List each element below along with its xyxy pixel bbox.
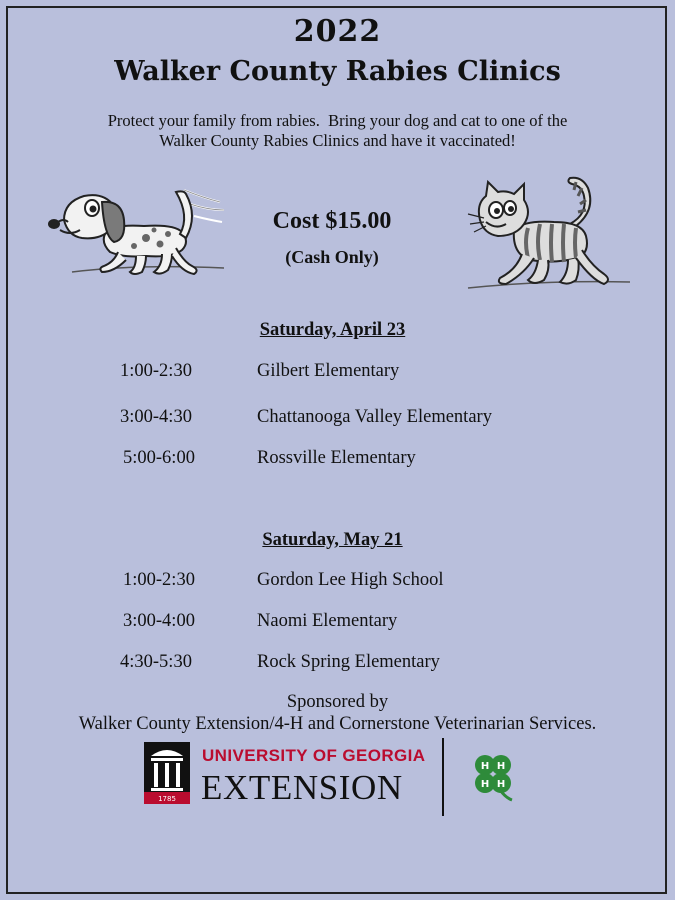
clinic-time: 3:00-4:30 bbox=[120, 407, 192, 427]
clinic-location: Naomi Elementary bbox=[257, 611, 398, 631]
sponsor-names: Walker County Extension/4-H and Cornerstone Veterinarian Services. bbox=[78, 714, 597, 734]
uga-arch-icon bbox=[144, 742, 190, 804]
sponsor-label: Sponsored by bbox=[286, 692, 389, 712]
clinic-time: 3:00-4:00 bbox=[123, 611, 195, 631]
clover-letter: H bbox=[480, 761, 490, 772]
intro-text bbox=[0, 111, 675, 151]
schedule-date-april: Saturday, April 23 bbox=[259, 320, 406, 340]
schedule-date-may: Saturday, May 21 bbox=[262, 530, 403, 550]
arch-year-text: 1785 bbox=[158, 795, 176, 803]
extension-name: EXTENSION bbox=[201, 768, 403, 807]
page-title: Walker County Rabies Clinics bbox=[114, 56, 561, 87]
uga-extension-logo bbox=[140, 738, 540, 818]
clover-letter: H bbox=[496, 779, 506, 790]
intro-line-2: Walker County Rabies Clinics and have it vaccinated! bbox=[159, 131, 516, 150]
clinic-location: Gilbert Elementary bbox=[257, 361, 400, 381]
four-h-clover-icon bbox=[466, 750, 520, 804]
clinic-time: 1:00-2:30 bbox=[123, 570, 195, 590]
clinic-time: 5:00-6:00 bbox=[123, 448, 195, 468]
clover-letter: H bbox=[480, 779, 490, 790]
clinic-location: Chattanooga Valley Elementary bbox=[257, 407, 492, 427]
clinic-location: Rossville Elementary bbox=[257, 448, 416, 468]
dog-illustration bbox=[44, 180, 234, 290]
clinic-time: 4:30-5:30 bbox=[120, 652, 192, 672]
clover-letter: H bbox=[496, 761, 506, 772]
clinic-location: Gordon Lee High School bbox=[257, 570, 444, 590]
clinic-time: 1:00-2:30 bbox=[120, 361, 192, 381]
intro-line-1: Protect your family from rabies. Bring your dog and cat to one of the bbox=[107, 111, 568, 130]
cat-illustration bbox=[464, 170, 634, 300]
cost-note: (Cash Only) bbox=[285, 247, 379, 267]
university-name: UNIVERSITY OF GEORGIA bbox=[202, 746, 426, 765]
clinic-location: Rock Spring Elementary bbox=[257, 652, 440, 672]
year-heading: 2022 bbox=[293, 14, 382, 49]
logo-divider bbox=[442, 738, 444, 816]
cost-price: Cost $15.00 bbox=[272, 208, 392, 234]
